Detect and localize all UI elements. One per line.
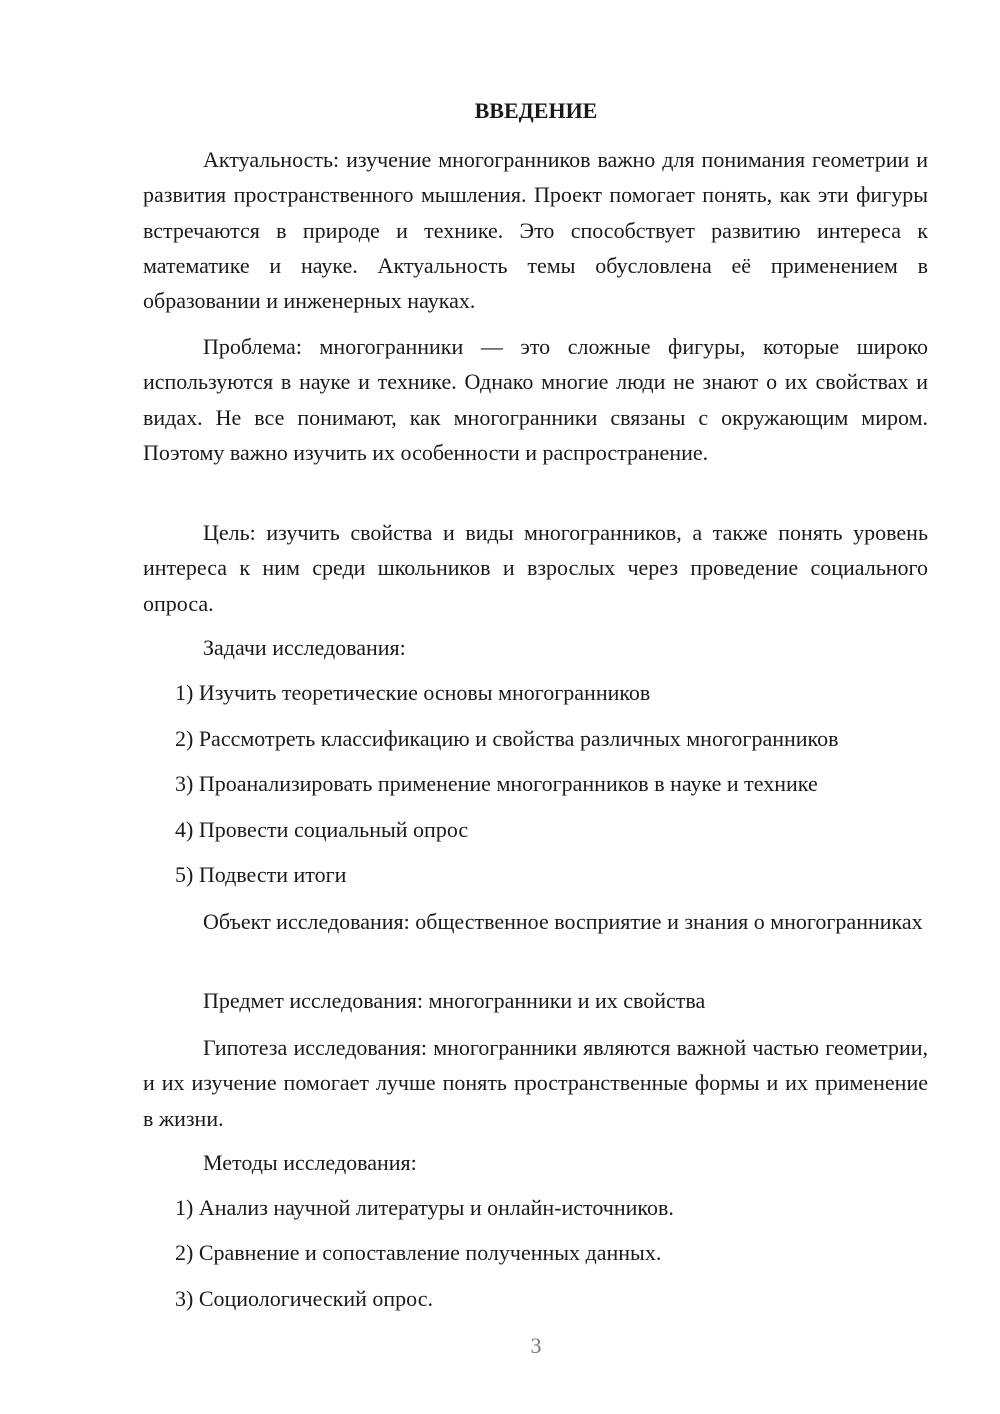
task-item: 2) Рассмотреть классификацию и свойства различных многогранников xyxy=(175,726,839,751)
method-item: 3) Социологический опрос. xyxy=(175,1286,433,1311)
goal-paragraph: Цель: изучить свойства и виды многогранников, а также понять уровень интереса к ним среди школьников и взрослых через проведение социального опроса. xyxy=(143,520,928,616)
methods-heading: Методы исследования: xyxy=(203,1150,417,1175)
subject-line: Предмет исследования: многогранники и их свойства xyxy=(203,988,706,1013)
method-item: 2) Сравнение и сопоставление полученных данных. xyxy=(175,1240,662,1265)
tasks-heading: Задачи исследования: xyxy=(203,635,406,660)
page-number: 3 xyxy=(530,1333,542,1358)
method-item: 1) Анализ научной литературы и онлайн-источников. xyxy=(175,1195,674,1220)
task-item: 5) Подвести итоги xyxy=(175,862,347,887)
hypothesis-paragraph: Гипотеза исследования: многогранники являются важной частью геометрии, и их изучение помогает лучше понять пространственные формы и их применение в жизни. xyxy=(143,1035,928,1131)
relevance-paragraph: Актуальность: изучение многогранников важно для понимания геометрии и развития пространственного мышления. Проект помогает понять, как эти фигуры встречаются в природе и технике. Это способствует развитию интереса к математике и науке. Актуальность темы обусловлена её применением в образовании и инженерных науках. xyxy=(143,147,928,314)
problem-paragraph: Проблема: многогранники — это сложные фигуры, которые широко используются в науке и технике. Однако многие люди не знают о их свойствах и видах. Не все понимают, как многогранники связаны с окружающим миром. Поэтому важно изучить их особенности и распространение. xyxy=(143,334,928,465)
task-item: 3) Проанализировать применение многогранников в науке и технике xyxy=(175,771,818,796)
task-item: 4) Провести социальный опрос xyxy=(175,817,469,842)
task-item: 1) Изучить теоретические основы многогранников xyxy=(175,680,651,705)
page-title: ВВЕДЕНИЕ xyxy=(474,98,598,123)
object-paragraph: Объект исследования: общественное восприятие и знания о многогранниках xyxy=(203,909,923,934)
